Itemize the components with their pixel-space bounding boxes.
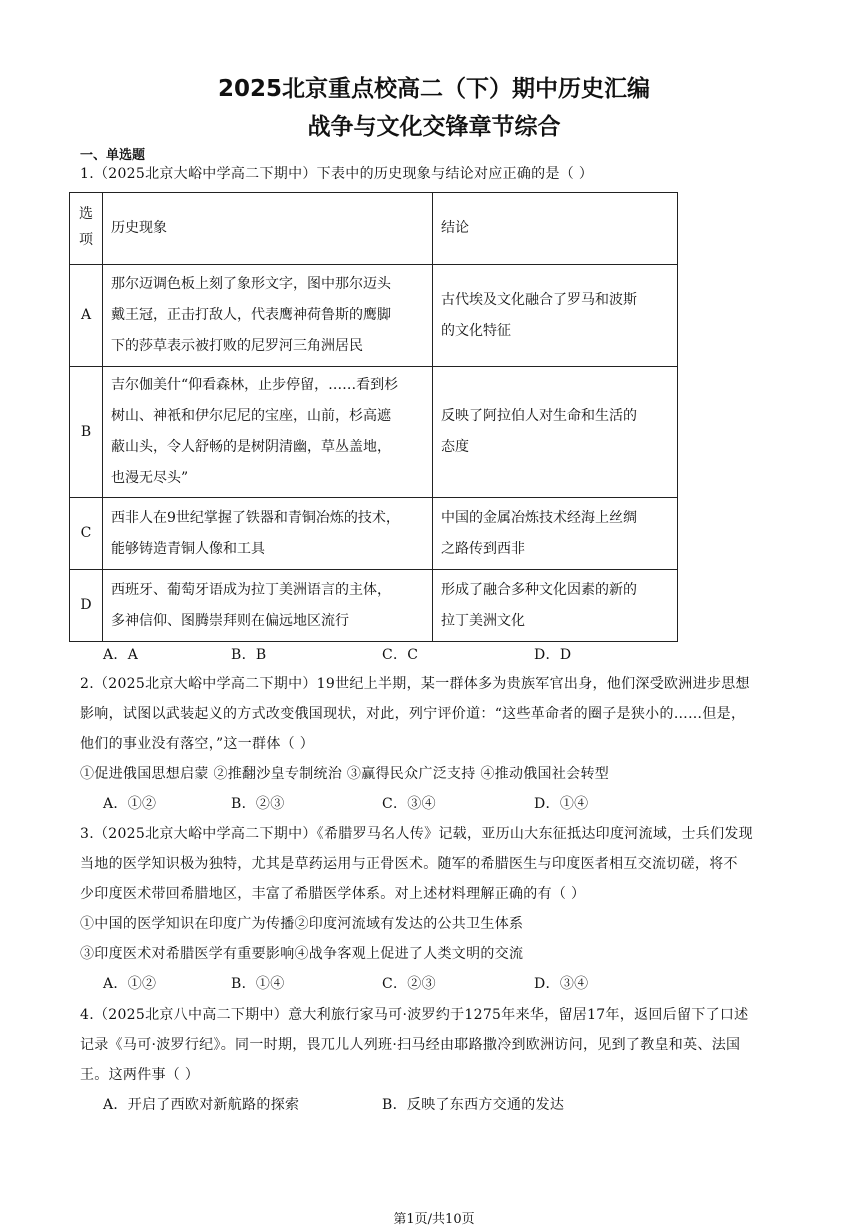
text-line: 能够铸造青铜人像和工具 bbox=[111, 540, 265, 557]
q2-choice-b: B．②③ bbox=[231, 796, 285, 812]
header-phenomenon-cell: 历史现象 bbox=[103, 193, 433, 265]
q3-choice-b: B．①④ bbox=[231, 976, 285, 992]
row-phenomenon bbox=[103, 367, 433, 498]
section-heading: 一、单选题 bbox=[80, 148, 146, 163]
row-conclusion bbox=[433, 367, 678, 498]
q3-choice-c: C．②③ bbox=[382, 976, 436, 992]
q2-choice-c: C．③④ bbox=[382, 796, 436, 812]
text-line: 反映了阿拉伯人对生命和生活的 bbox=[441, 408, 637, 424]
q3-line: 当地的医学知识极为独特，尤其是草药运用与正骨医术。随军的希腊医生与印度医者相互交流切磋，将不 bbox=[80, 856, 738, 872]
text-line: 西班牙、葡萄牙语成为拉丁美洲语言的主体， bbox=[111, 581, 391, 598]
table-header-row bbox=[70, 193, 678, 265]
q3-choice-d: D．③④ bbox=[534, 976, 589, 992]
table-row bbox=[70, 498, 678, 570]
table-row bbox=[70, 570, 678, 642]
text-line: 戴王冠，正击打敌人，代表鹰神荷鲁斯的鹰脚 bbox=[111, 307, 391, 323]
row-conclusion bbox=[433, 265, 678, 367]
q3-line: 3.（2025北京大峪中学高二下期中）《希腊罗马名人传》记载，亚历山大东征抵达印度河流域，士兵们发现 bbox=[80, 826, 753, 842]
text-line: 那尔迈调色板上刻了象形文字，图中那尔迈头 bbox=[111, 276, 391, 292]
q2-choice-a: A．①② bbox=[103, 796, 157, 812]
table-row bbox=[70, 367, 678, 498]
q4-choice-a: A．开启了西欧对新航路的探索 bbox=[103, 1097, 300, 1113]
table-row bbox=[70, 265, 678, 367]
q2-line: ①促进俄国思想启蒙 ②推翻沙皇专制统治 ③赢得民众广泛支持 ④推动俄国社会转型 bbox=[80, 766, 610, 782]
q2-choice-d: D．①④ bbox=[534, 796, 589, 812]
q1-table bbox=[69, 192, 678, 642]
text-line: 古代埃及文化融合了罗马和波斯 bbox=[441, 291, 637, 308]
text-line: 态度 bbox=[441, 439, 469, 455]
q3-line: ①中国的医学知识在印度广为传播②印度河流域有发达的公共卫生体系 bbox=[80, 916, 524, 932]
text-line: 形成了融合多种文化因素的新的 bbox=[441, 581, 637, 598]
page-footer: 第1页/共10页 bbox=[393, 1212, 475, 1227]
row-option: C bbox=[70, 498, 103, 570]
q3-line: ③印度医术对希腊医学有重要影响④战争客观上促进了人类文明的交流 bbox=[80, 946, 524, 962]
document-subtitle: 战争与文化交锋章节综合 bbox=[307, 114, 561, 140]
text-line: 的文化特征 bbox=[441, 322, 511, 339]
text-line: 中国的金属冶炼技术经海上丝绸 bbox=[441, 509, 637, 526]
text-line: 之路传到西非 bbox=[441, 540, 525, 557]
text-line: 树山、神衹和伊尔尼尼的宝座，山前，杉高遮 bbox=[111, 408, 391, 424]
row-conclusion bbox=[433, 570, 678, 642]
q1-choice-a: A．A bbox=[103, 647, 139, 663]
text-line: 多神信仰、图腾崇拜则在偏远地区流行 bbox=[111, 612, 349, 629]
q4-line: 王。这两件事（ ） bbox=[80, 1067, 200, 1083]
q1-choice-c: C．C bbox=[382, 647, 419, 663]
document-title: 2025北京重点校高二（下）期中历史汇编 bbox=[217, 76, 650, 102]
header-option-cell bbox=[70, 193, 103, 265]
row-phenomenon bbox=[103, 265, 433, 367]
row-option: D bbox=[70, 570, 103, 642]
text-line: 下的莎草表示被打败的尼罗河三角洲居民 bbox=[111, 338, 363, 354]
row-phenomenon bbox=[103, 498, 433, 570]
q2-line: 2.（2025北京大峪中学高二下期中）19世纪上半期，某一群体多为贵族军官出身，他们深受欧洲进步思想 bbox=[80, 676, 750, 692]
q4-line: 记录《马可·波罗行纪》。同一时期，畏兀儿人列班·扫马经由耶路撒冷到欧洲访问，见到了教皇和英、法国 bbox=[80, 1037, 741, 1053]
text-line: 拉丁美洲文化 bbox=[441, 612, 525, 629]
row-option: A bbox=[70, 265, 103, 367]
row-phenomenon bbox=[103, 570, 433, 642]
text-line: 蔽山头，令人舒畅的是树阴清幽，草丛盖地， bbox=[111, 439, 391, 455]
q1-choice-d: D．D bbox=[534, 647, 572, 663]
header-conclusion-cell: 结论 bbox=[433, 193, 678, 265]
q3-line: 少印度医术带回希腊地区，丰富了希腊医学体系。对上述材料理解正确的有（ ） bbox=[80, 886, 586, 902]
q1-stem: 1.（2025北京大峪中学高二下期中）下表中的历史现象与结论对应正确的是（ ） bbox=[80, 166, 594, 182]
text-line: 吉尔伽美什“仰看森林，止步停留，……看到杉 bbox=[111, 377, 399, 393]
row-conclusion bbox=[433, 498, 678, 570]
q4-line: 4.（2025北京八中高二下期中）意大利旅行家马可·波罗约于1275年来华，留居17年，返回后留下了口述 bbox=[80, 1007, 749, 1023]
q2-line: 影响，试图以武装起义的方式改变俄国现状，对此，列宁评价道：“这些革命者的圈子是狭小的……但是， bbox=[80, 706, 746, 722]
header-option-label: 选项 bbox=[79, 206, 93, 248]
row-option: B bbox=[70, 367, 103, 498]
text-line: 西非人在9世纪掌握了铁器和青铜冶炼的技术， bbox=[111, 509, 400, 526]
text-line: 也漫无尽头” bbox=[111, 470, 189, 486]
q1-choice-b: B．B bbox=[231, 647, 267, 663]
q3-choice-a: A．①② bbox=[103, 976, 157, 992]
q4-choice-b: B．反映了东西方交通的发达 bbox=[382, 1097, 565, 1113]
q2-line: 他们的事业没有落空，”这一群体（ ） bbox=[80, 736, 315, 752]
